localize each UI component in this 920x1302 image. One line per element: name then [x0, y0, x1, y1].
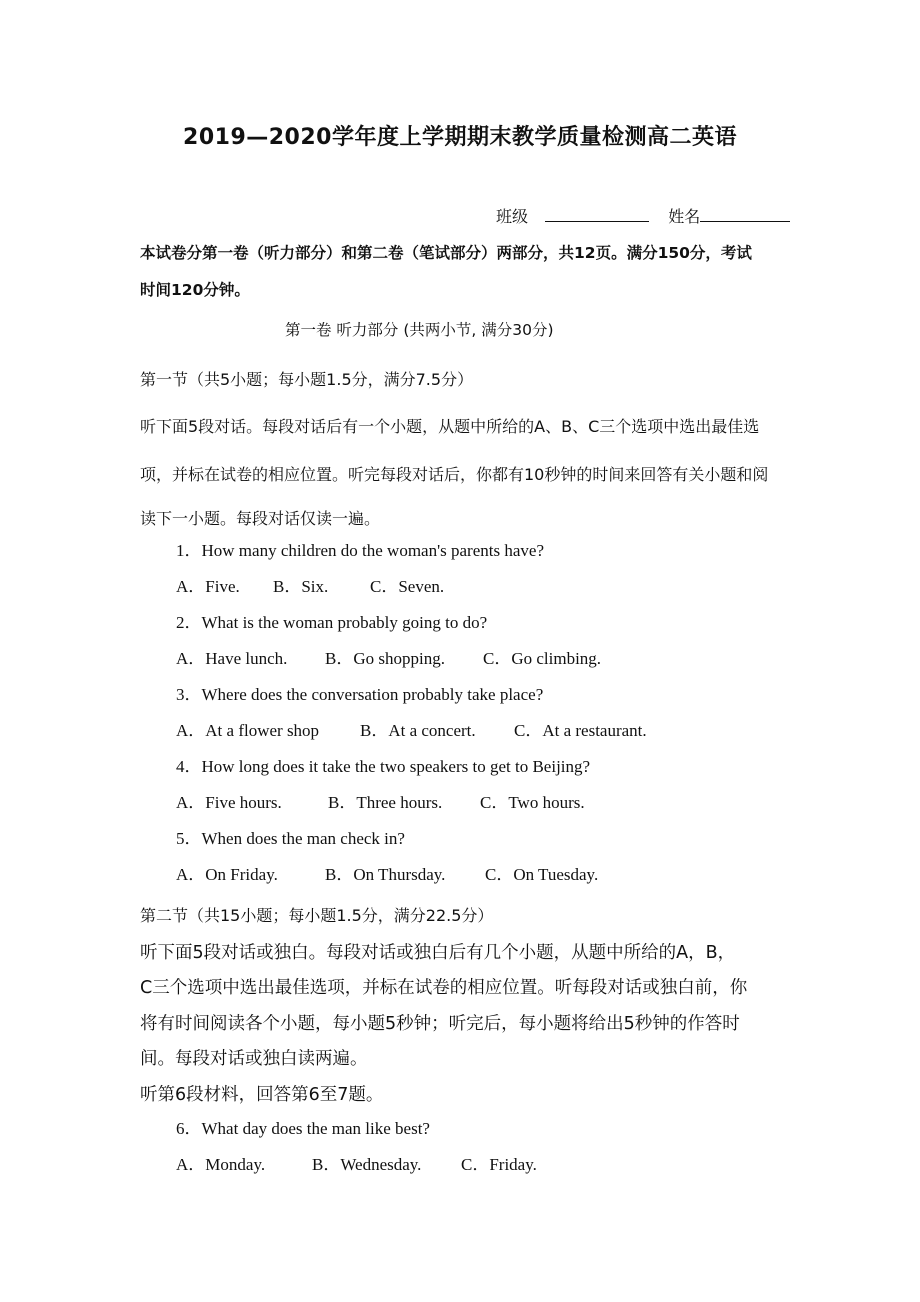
option-a[interactable]: A．Monday.	[176, 1155, 266, 1174]
section2-instruction-1: 听下面5段对话或独白。每段对话或独白后有几个小题，从题中所给的A，B，	[140, 943, 736, 963]
name-label: 姓名	[668, 207, 701, 226]
section1-instruction-3: 读下一小题。每段对话仅读一遍。	[140, 509, 381, 528]
material-note: 听第6段材料，回答第6至7题。	[140, 1085, 384, 1105]
option-b[interactable]: B．Six.	[273, 577, 329, 596]
question-1-options	[176, 572, 444, 597]
question-5-options	[176, 860, 598, 885]
option-c[interactable]: C．At a restaurant.	[514, 721, 647, 740]
option-c[interactable]: C．Two hours.	[480, 793, 585, 812]
class-label: 班级	[496, 207, 529, 226]
option-b[interactable]: B．Wednesday.	[312, 1155, 422, 1174]
question-1-stem: 1．How many children do the woman's parents have?	[176, 541, 544, 560]
question-5-stem: 5．When does the man check in?	[176, 829, 405, 848]
option-b[interactable]: B．Go shopping.	[325, 649, 445, 668]
intro-line-1: 本试卷分第一卷（听力部分）和第二卷（笔试部分）两部分，共12页。满分150分，考试	[140, 244, 752, 262]
option-c[interactable]: C．Friday.	[461, 1155, 537, 1174]
option-b[interactable]: B．Three hours.	[328, 793, 443, 812]
question-2-stem: 2．What is the woman probably going to do?	[176, 613, 488, 632]
option-b[interactable]: B．At a concert.	[360, 721, 476, 740]
option-a[interactable]: A．At a flower shop	[176, 721, 320, 740]
section2-instruction-3: 将有时间阅读各个小题，每小题5秒钟；听完后，每小题将给出5秒钟的作答时	[140, 1014, 740, 1034]
section2-heading: 第二节（共15小题；每小题1.5分，满分22.5分）	[140, 906, 494, 925]
student-info	[496, 204, 790, 227]
section1-heading: 第一节（共5小题；每小题1.5分，满分7.5分）	[140, 370, 474, 389]
question-3-stem: 3．Where does the conversation probably take place?	[176, 685, 544, 704]
part1-heading: 第一卷 听力部分 (共两小节, 满分30分)	[285, 321, 554, 339]
intro-line-2: 时间120分钟。	[140, 281, 250, 299]
option-b[interactable]: B．On Thursday.	[325, 865, 446, 884]
option-a[interactable]: A．Have lunch.	[176, 649, 288, 668]
option-c[interactable]: C．On Tuesday.	[485, 865, 599, 884]
section1-instruction-1: 听下面5段对话。每段对话后有一个小题，从题中所给的A、B、C三个选项中选出最佳选	[140, 417, 760, 436]
section2-instruction-2: C三个选项中选出最佳选项，并标在试卷的相应位置。听每段对话或独白前，你	[140, 978, 748, 998]
option-a[interactable]: A．Five hours.	[176, 793, 282, 812]
option-a[interactable]: A．Five.	[176, 577, 240, 596]
option-c[interactable]: C．Go climbing.	[483, 649, 602, 668]
question-4-options	[176, 788, 585, 813]
name-blank[interactable]	[700, 205, 790, 222]
section2-instruction-4: 间。每段对话或独白读两遍。	[140, 1049, 368, 1069]
question-2-options	[176, 644, 601, 669]
question-6-options	[176, 1150, 537, 1175]
page-title: 2019—2020学年度上学期期末教学质量检测高二英语	[183, 125, 737, 150]
option-c[interactable]: C．Seven.	[370, 577, 445, 596]
section1-instruction-2: 项，并标在试卷的相应位置。听完每段对话后，你都有10秒钟的时间来回答有关小题和阅	[140, 465, 769, 484]
question-6-stem: 6．What day does the man like best?	[176, 1119, 430, 1138]
question-3-options	[176, 716, 647, 741]
option-a[interactable]: A．On Friday.	[176, 865, 278, 884]
class-blank[interactable]	[545, 205, 649, 222]
question-4-stem: 4．How long does it take the two speakers to get to Beijing?	[176, 757, 591, 776]
